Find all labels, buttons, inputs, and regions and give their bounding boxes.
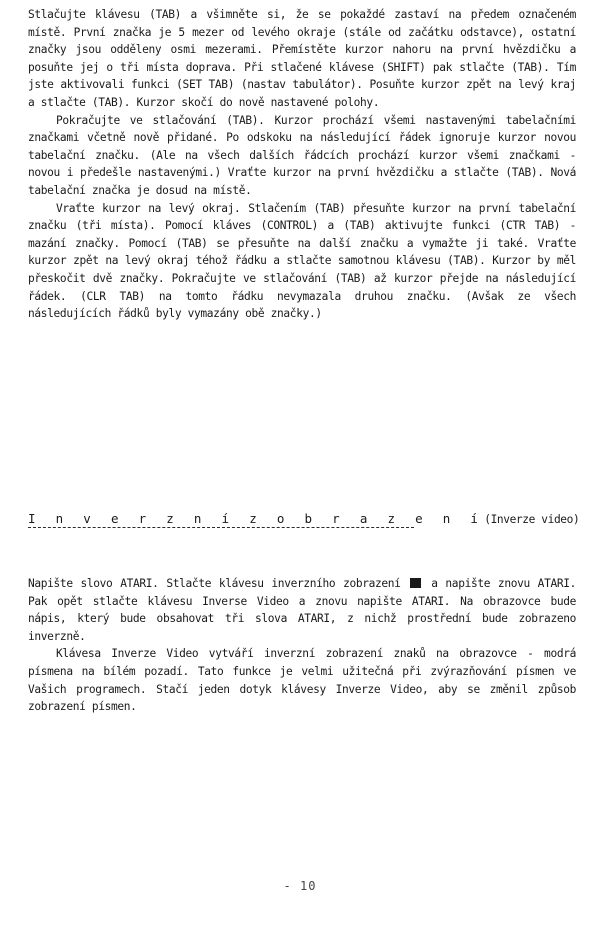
- heading-subtitle: (Inverze video): [484, 513, 580, 526]
- page-number: - 10: [283, 879, 317, 893]
- tab-instructions-section: [28, 6, 576, 323]
- section-heading: [28, 511, 580, 528]
- paragraph: [28, 575, 576, 645]
- heading-title: I n v e r z n í z o b r a z e n í: [28, 511, 485, 526]
- paragraph: Pokračujte ve stlačování (TAB). Kurzor prochází všemi nastavenými tabelačními značkami včetně nově přidané. Po odskoku na následující řádek ignoruje kurzor novou tabelační značku. (Ale na všech dalších řádcích prochází kurzor všemi značkami - novou i předešle nastavenými.) Vraťte kurzor na první hvězdičku a stlačte (TAB). Nová tabelační značka je dosud na místě.: [28, 113, 576, 197]
- paragraph-text: Napište slovo ATARI. Stlačte klávesu inverzního zobrazení: [28, 577, 401, 590]
- inverse-video-key-icon: [410, 578, 421, 588]
- paragraph-text: a napište znovu ATARI. Pak opět stlačte klávesu Inverse Video a znovu napište ATARI. Na obrazovce bude nápis, který bude obsahovat tři slova ATARI, z nichž prostřední bude zobrazeno inverzně.: [28, 577, 576, 643]
- paragraph: Vraťte kurzor na levý okraj. Stlačením (TAB) přesuňte kurzor na první tabelační značku (tři místa). Pomocí kláves (CONTROL) a (TAB) aktivujte funkci (CTR TAB) - mazání značky. Pomocí (TAB) se přesuňte na další značku a vymažte ji také. Vraťte kurzor zpět na levý okraj téhož řádku a stlačte samotnou klávesu (TAB). Kurzor by měl přeskočit dvě značky. Pokračujte ve stlačování (TAB) až kurzor přejde na následující řádek. (CLR TAB) na tomto řádku nevymazala druhou značku. (Avšak ze všech následujících řádků byly vymazány obě značky.): [28, 201, 576, 321]
- heading-underline: [28, 527, 414, 528]
- paragraph: Klávesa Inverze Video vytváří inverzní zobrazení znaků na obrazovce - modrá písmena na bílém pozadí. Tato funkce je velmi užitečná při zvýrazňování písmen ve Vašich programech. Stačí jeden dotyk klávesy Inverze Video, aby se změnil způsob zobrazení písmen.: [28, 647, 576, 714]
- paragraph: Stlačujte klávesu (TAB) a všimněte si, že se pokaždé zastaví na předem označeném místě. První značka je 5 mezer od levého okraje (stále od začátku odstavce), ostatní značky jsou odděleny osmi mezerami. Přemístěte kurzor nahoru na první hvězdičku a posuňte jej o tři místa doprava. Při stlačené klávese (SHIFT) pak stlačte (TAB). Tím jste aktivovali funkci (SET TAB) (nastav tabulátor). Posuňte kurzor zpět na levý kraj a stlačte (TAB). Kurzor skočí do nově nastavené polohy.: [28, 8, 576, 109]
- inverse-video-section: [28, 575, 576, 716]
